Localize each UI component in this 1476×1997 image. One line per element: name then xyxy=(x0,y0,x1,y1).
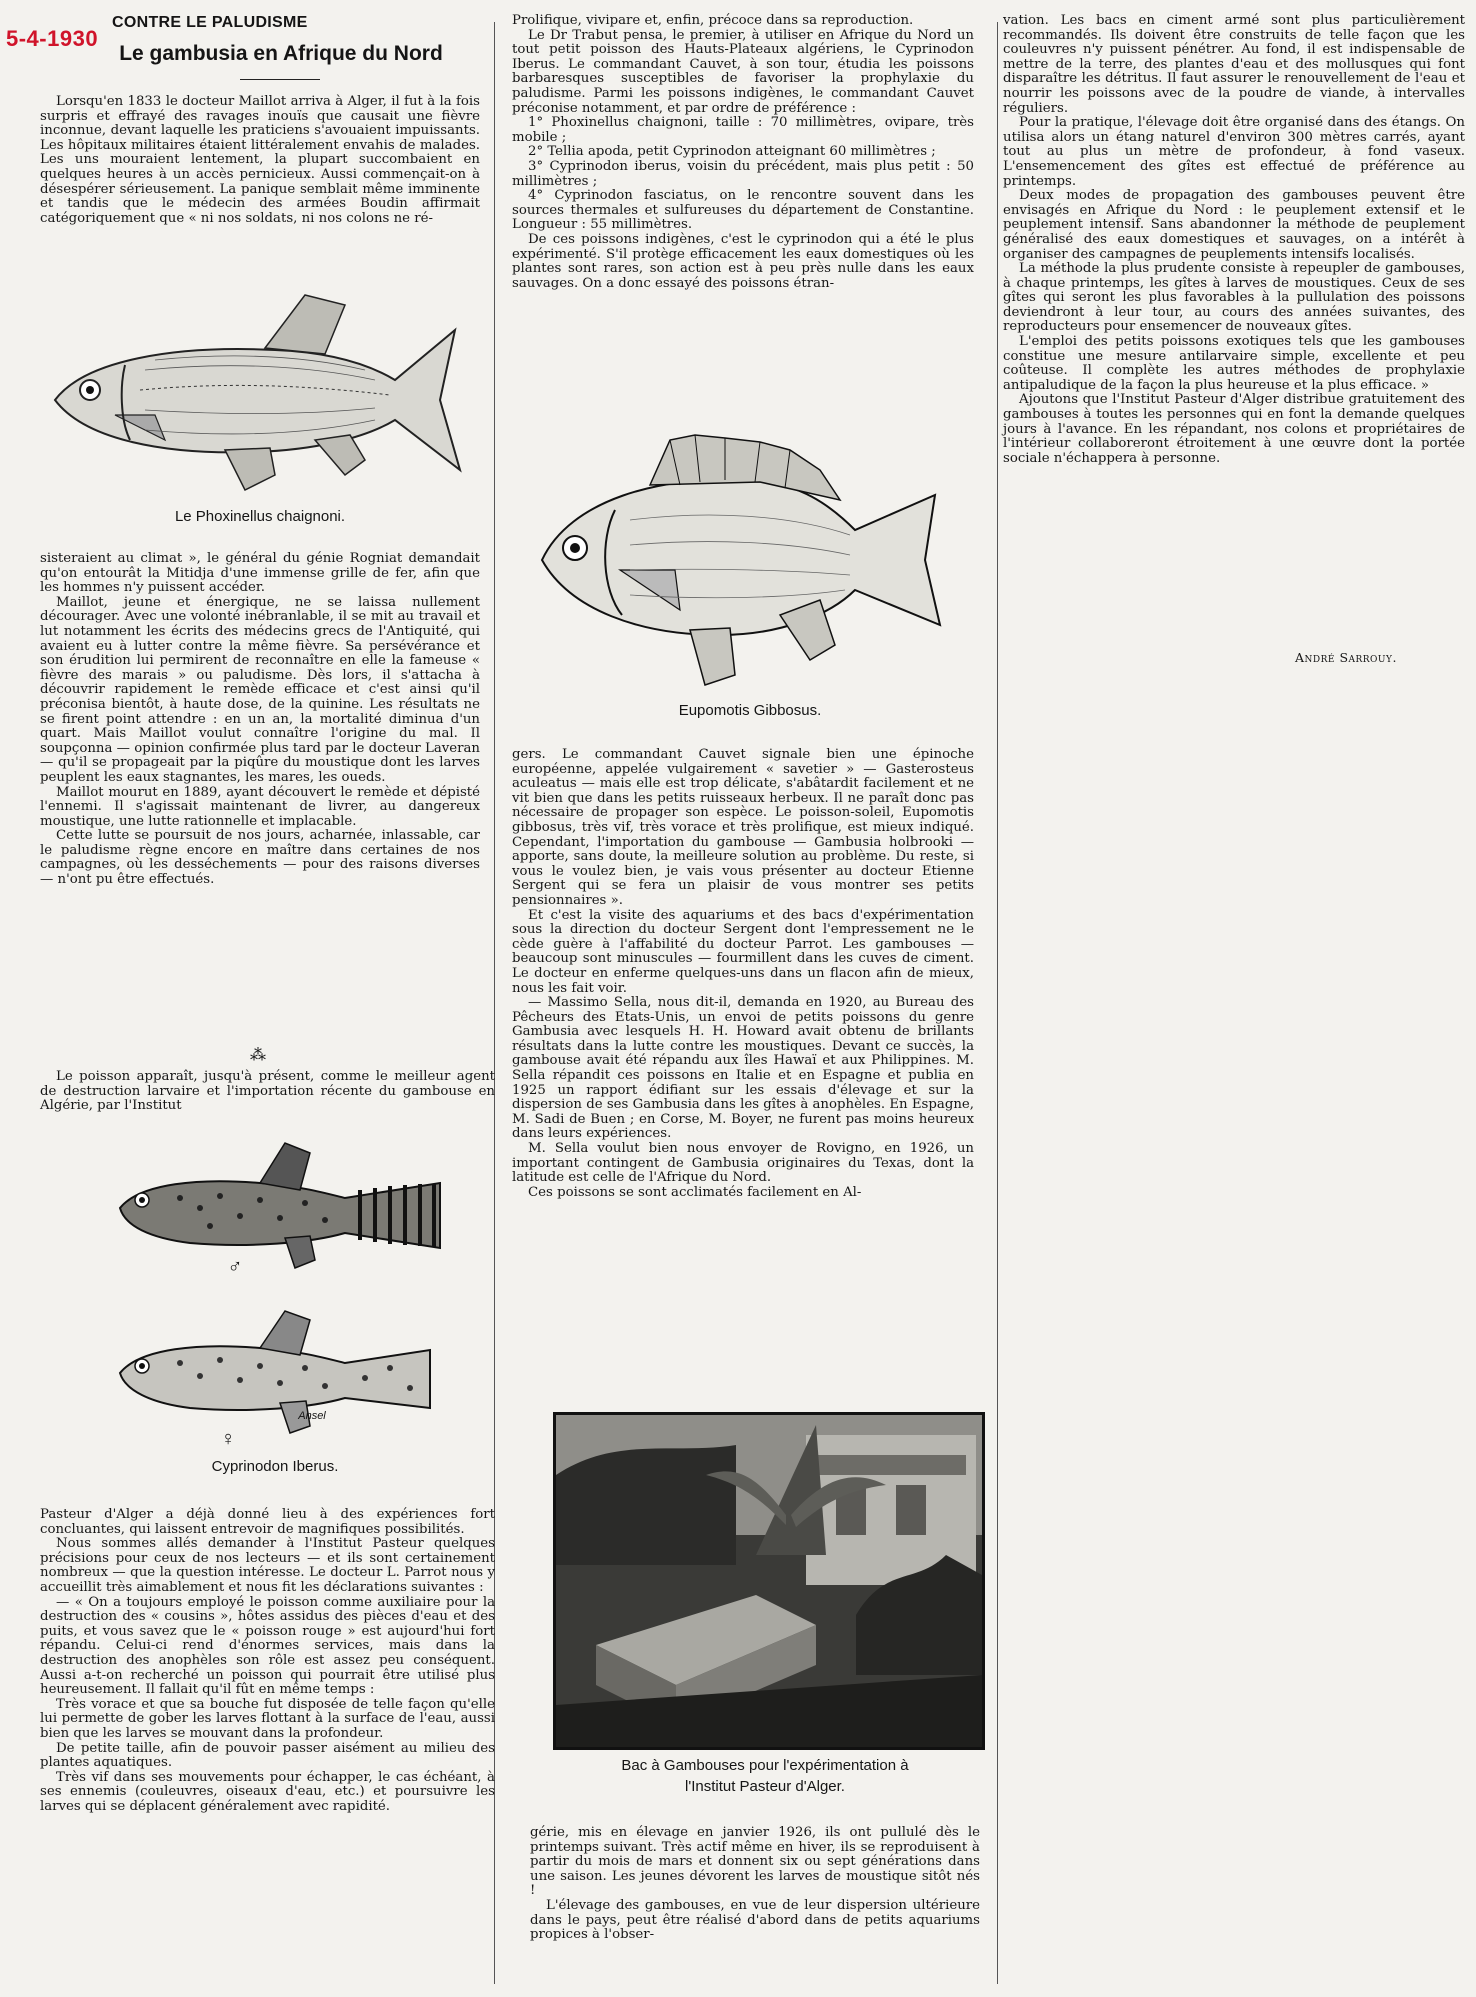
cyprinodon-male-illustration xyxy=(110,1138,470,1278)
photo-caption-line-1: Bac à Gambouses pour l'expérimentation à xyxy=(621,1757,909,1774)
list-item: 4° Cyprinodon fasciatus, on le rencontre souvent dans les sources thermales et sulfureuses du département de Constantine. Longueur : 55 millimètres. xyxy=(512,188,974,233)
author-signature: André Sarrouy. xyxy=(1295,650,1397,665)
paragraph: Cette lutte se poursuit de nos jours, acharnée, inlassable, car le paludisme règne encore en maître dans certaines de nos campagnes, où les desséchements — pour des raisons diverses — n'ont pu être effectués. xyxy=(40,828,480,888)
photo-caption-line-2: l'Institut Pasteur d'Alger. xyxy=(685,1778,845,1795)
paragraph: Ajoutons que l'Institut Pasteur d'Alger distribue gratuitement des gambouses à toutes les personnes qui en font la demande quelques jours à l'avance. En les répandant, nos colons et propriétaires de l'intérieur collaboreront étroitement à une œuvre dont la portée sociale n'échappera à personne. xyxy=(1003,392,1465,466)
paragraph: Très vif dans ses mouvements pour échapper, le cas échéant, à ses ennemis (couleuvres, oiseaux d'eau, etc.) et poursuivre les larves qui se déplacent généralement avec rapidité. xyxy=(40,1769,495,1814)
paragraph: Pour la pratique, l'élevage doit être organisé dans des étangs. On utilisa alors un étang naturel d'environ 300 mètres carrés, ayant tout au plus un mètre de profondeur, à fond vaseux. L'ensemencement des gîtes est effectué de préférence au printemps. xyxy=(1003,115,1465,189)
section-ornament: ⁂ xyxy=(250,1045,266,1064)
article-headline: Le gambusia en Afrique du Nord xyxy=(119,42,443,65)
figure-caption: Cyprinodon Iberus. xyxy=(211,1458,339,1475)
paragraph: Deux modes de propagation des gambouses peuvent être envisagés en Afrique du Nord : le peuplement extensif et le peuplement intensif. Sans abandonner la méthode de peuplement généralisé des eaux domestiques et sauvages, on a intérêt à organiser des campagnes de peuplements intensifs localisés. xyxy=(1003,188,1465,262)
list-item: 3° Cyprinodon iberus, voisin du précédent, mais plus petit : 50 millimètres ; xyxy=(512,158,974,189)
photo-scene xyxy=(556,1415,982,1747)
paragraph: Le poisson apparaît, jusqu'à présent, comme le meilleur agent de destruction larvaire et l'importation récente du gambouse en Algérie, par l'Institut xyxy=(40,1069,495,1114)
article-kicker: CONTRE LE PALUDISME xyxy=(112,14,308,31)
column-1-bottom xyxy=(40,1508,495,1814)
headline-rule xyxy=(240,79,320,80)
paragraph: Prolifique, vivipare et, enfin, précoce dans sa reproduction. xyxy=(512,13,914,28)
paragraph: Nous sommes allés demander à l'Institut Pasteur quelques précisions pour ceux de nos lecteurs — et ils sont certainement nombreux — que la question intéresse. Le docteur L. Parrot nous y accueillit très aimablement et nous fit les déclarations suivantes : xyxy=(40,1536,495,1595)
paragraph: Et c'est la visite des aquariums et des bacs d'expérimentation sous la direction du docteur Sergent dont l'empressement ne le cède guère à l'affabilité du docteur Parrot. Les gambouses — beaucoup sont minuscules — fourmillent dans les cuves de ciment. Le docteur en enferme quelques-uns dans un flacon afin de mieux, nous les fait voir. xyxy=(512,907,974,996)
column-1-lower xyxy=(40,1070,495,1114)
paragraph: gers. Le commandant Cauvet signale bien une épinoche européenne, appelée vulgairement « savetier » — Gasterosteus aculeatus — mais elle est trop délicate, s'abâtardit facilement et ne vit bien que dans les petits ruisseaux herbeux. Il ne paraît donc pas nécessaire de propager son espèce. Le poisson-soleil, Eupomotis gibbosus, très vif, très vorace et très prolifique, est mieux indiqué. Cependant, l'importation du gambouse — Gambusia holbrooki — apporte, sans doute, la meilleure solution au problème. Du reste, si vous le voulez bien, je vais vous présenter au docteur Etienne Sergent qui se fera un plaisir de vous montrer ses petits pensionnaires ». xyxy=(512,747,974,908)
paragraph: Très vorace et que sa bouche fut disposée de telle façon qu'elle lui permette de gober les larves flottant à la surface de l'eau, aussi bien que les larves se mouvant dans la profondeur. xyxy=(40,1696,495,1741)
aquarium-photo xyxy=(553,1412,985,1750)
paragraph: Maillot mourut en 1889, ayant découvert le remède et dépisté l'ennemi. Il s'agissait maintenant de livrer, au dangereux moustique, une lutte rationnelle et implacable. xyxy=(40,784,480,829)
column-3 xyxy=(1003,14,1465,466)
column-separator xyxy=(997,22,998,1984)
list-item: 1° Phoxinellus chaignoni, taille : 70 millimètres, ovipare, très mobile ; xyxy=(512,115,974,145)
paragraph: sisteraient au climat », le général du génie Rogniat demandait qu'on entourât la Mitidja d'une immense grille de fer, afin que les hommes n'y puissent accéder. xyxy=(40,551,480,596)
paragraph: vation. Les bacs en ciment armé sont plus particulièrement recommandés. Ils doivent être construits de telle façon que les couleuvres n'y puissent pénétrer. Au fond, il est indispensable de mettre de la terre, des plantes d'eau et des mollusques qui font disparaître les détritus. Il faut assurer le renouvellement de l'eau et nourrir les poissons avec de la poudre de viande, à intervalles réguliers. xyxy=(1003,13,1465,116)
paragraph: Maillot, jeune et énergique, ne se laissa nullement décourager. Avec une volonté inébranlable, il se mit au travail et lut notamment les écrits des médecins grecs de l'Antiquité, qui avaient eu à lutter contre la même fièvre. Sa persévérance et son érudition lui permirent de reconnaître en elle la fameuse « fièvre des marais » ou paludisme. Dès lors, il s'attacha à découvrir rapidement le remède efficace et c'est ainsi qu'il préconisa bientôt, à haute dose, de la quinine. Les résultats ne se firent point attendre : en un an, la mortalité diminua d'un quart. Mais Maillot voulut connaître l'origine du mal. Il soupçonna — opinion confirmée plus tard par le docteur Laveran — qu'il se propageait par la piqûre du moustique dont les larves peuplent les eaux stagnantes, les mares, les oueds. xyxy=(40,594,480,785)
paragraph: La méthode la plus prudente consiste à repeupler de gambouses, à chaque printemps, les gîtes à larves de moustiques. Ceux de ses gîtes qui seront les plus favorables à la pullulation des poissons deviendront à leur tour, au cours des années suivantes, des reproducteurs pour ensemencer de nouveaux gîtes. xyxy=(1003,261,1465,335)
paragraph: — « On a toujours employé le poisson comme auxiliaire pour la destruction des « cousins », hôtes assidus des pièces d'eau et des puits, et vous savez que le « poisson rouge » est aujourd'hui fort répandu. Celui-ci rend d'énormes services, mais dans la destruction des anophèles son rôle est assez peu conséquent. Aussi a-t-on recherché un poisson qui pourrait être utilisé plus heureusement. Il fallait qu'il fût en même temps : xyxy=(40,1594,495,1698)
column-2-middle xyxy=(512,748,974,1200)
male-symbol: ♂ xyxy=(227,1256,243,1278)
paragraph: De ces poissons indigènes, c'est le cyprinodon qui a été le plus expérimenté. S'il protège efficacement les eaux domestiques où les plantes sont rares, son action est à peu près nulle dans les eaux sauvages. On a donc essayé des poissons étran- xyxy=(512,231,974,291)
paragraph: L'élevage des gambouses, en vue de leur dispersion ultérieure dans le pays, peut être réalisé d'abord dans de petits aquariums propices à l'obser- xyxy=(530,1897,980,1943)
column-2-top xyxy=(512,14,974,291)
paragraph: Le Dr Trabut pensa, le premier, à utiliser en Afrique du Nord un tout petit poisson des Hauts-Plateaux algériens, le Cyprinodon Iberus. Le commandant Cauvet, à son tour, étudia les poissons barbaresques susceptibles de favoriser la prophylaxie du paludisme. Parmi les poissons indigènes, le commandant Cauvet préconise notamment, et par ordre de préférence : xyxy=(512,27,974,116)
column-1-top xyxy=(40,95,480,226)
paragraph: — Massimo Sella, nous dit-il, demanda en 1920, au Bureau des Pêcheurs des Etats-Unis, un envoi de petits poissons du genre Gambusia avec lesquels H. H. Howard avait obtenu de brillants résultats dans la lutte contre les moustiques. Devant ce succès, la gambouse avait été répandu aux îles Hawaï et aux Philippines. M. Sella répandit ces poissons en Italie et en Espagne et publia en 1925 un rapport édifiant sur les essais d'élevage et sur la dispersion de ses Gambusia dans les gîtes à anophèles. En Espagne, M. Sadi de Buen ; en Corse, M. Boyer, ne furent pas moins heureux dans leurs expériences. xyxy=(512,995,974,1142)
cyprinodon-female-illustration xyxy=(110,1308,450,1438)
paragraph: gérie, mis en élevage en janvier 1926, ils ont pullulé dès le printemps suivant. Très actif même en hiver, ils se reproduisent à partir du mois de mars et donnent six ou sept générations dans une saison. Les jeunes dévorent les larves de moustique sitôt nés ! xyxy=(530,1825,980,1899)
phoxinellus-illustration xyxy=(45,290,465,500)
figure-caption: Le Phoxinellus chaignoni. xyxy=(174,508,346,525)
engraver-signature: Ansel xyxy=(298,1410,326,1422)
paragraph: Ces poissons se sont acclimatés facilement en Al- xyxy=(528,1184,862,1200)
paragraph: M. Sella voulut bien nous envoyer de Rovigno, en 1926, un important contingent de Gambusia originaires du Texas, dont la latitude est celle de l'Afrique du Nord. xyxy=(512,1141,974,1186)
figure-caption: Eupomotis Gibbosus. xyxy=(678,702,822,719)
paragraph: L'emploi des petits poissons exotiques tels que les gambouses constitue une mesure antilarvaire simple, excellente et peu coûteuse. Il complète les autres méthodes de prophylaxie antipaludique de la façon la plus heureuse et la plus efficace. » xyxy=(1003,334,1465,393)
column-1-middle xyxy=(40,552,480,888)
paragraph: De petite taille, afin de pouvoir passer aisément au milieu des plantes aquatiques. xyxy=(40,1740,495,1771)
list-item: 2° Tellia apoda, petit Cyprinodon atteignant 60 millimètres ; xyxy=(528,144,936,160)
column-2-bottom xyxy=(530,1826,980,1943)
female-symbol: ♀ xyxy=(220,1428,236,1450)
paragraph: Lorsqu'en 1833 le docteur Maillot arriva à Alger, il fut à la fois surpris et effrayé des ravages inouïs que causait une fièvre inconnue, devant laquelle les praticiens s'avouaient impuissants. Les hôpitaux militaires étaient littéralement envahis de malades. Les uns mouraient lentement, la plupart succombaient en quelques heures à un accès pernicieux. Aussi commençait-on à désespérer sérieusement. La panique semblait même imminente et tandis que le médecin des armées Boudin affirmait catégoriquement que « ni nos soldats, ni nos colons ne ré- xyxy=(40,94,480,226)
eupomotis-illustration xyxy=(530,430,960,690)
paragraph: Pasteur d'Alger a déjà donné lieu à des expériences fort concluantes, qui laissent entrevoir de magnifiques possibilités. xyxy=(40,1507,495,1537)
date-stamp: 5-4-1930 xyxy=(6,26,99,51)
